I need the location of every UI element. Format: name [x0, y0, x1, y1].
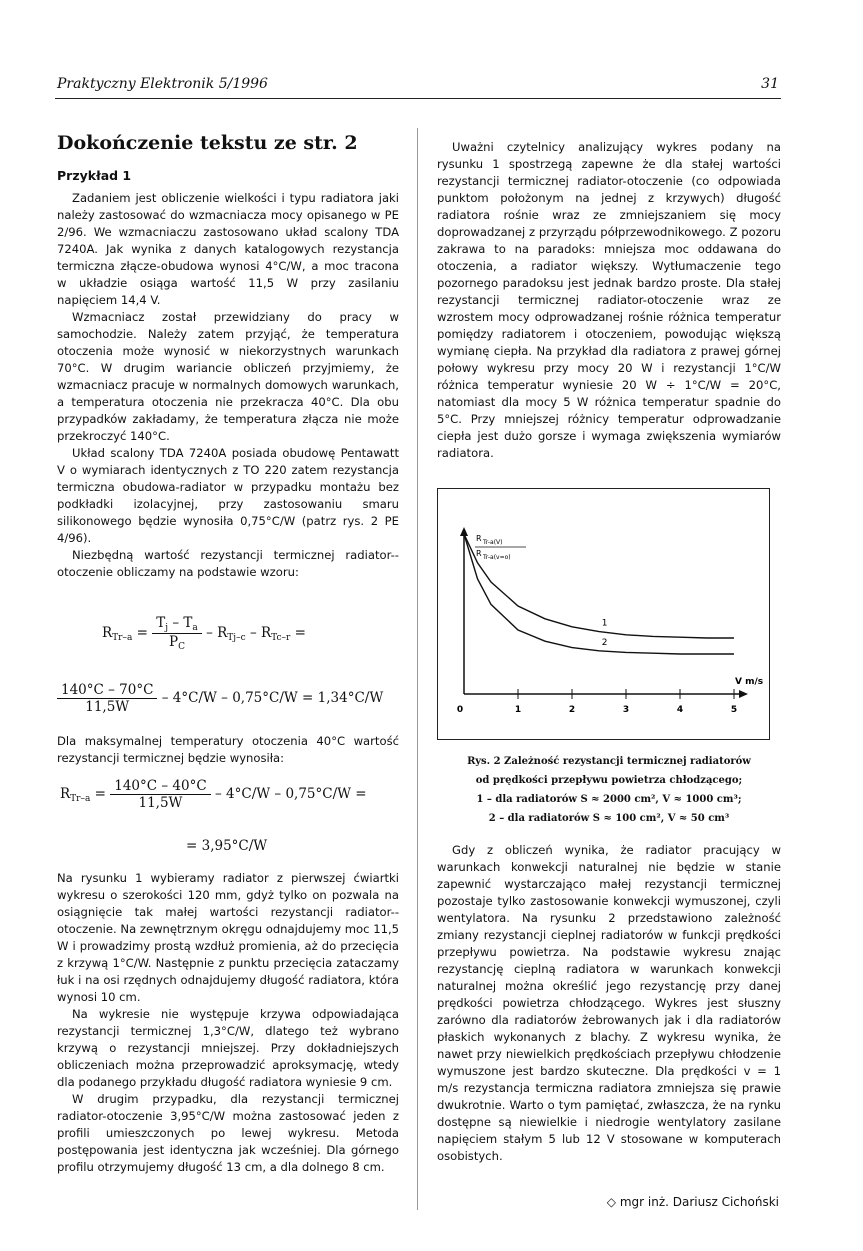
denominator: 11,5W	[85, 699, 130, 715]
eq-symbol: =	[294, 625, 306, 641]
running-header-title: Praktyczny Elektronik 5/1996	[57, 76, 268, 92]
equation-3	[60, 778, 367, 811]
fraction	[152, 615, 202, 652]
eq-subscript: Tc–r	[271, 633, 291, 643]
chart	[438, 489, 769, 739]
y-axis-label-numerator: R	[476, 534, 482, 543]
eq-subscript: Tr–a	[70, 794, 91, 804]
x-tick-label: 2	[568, 705, 576, 715]
series-label-2: 2	[601, 637, 608, 648]
left-column-mid	[57, 733, 399, 767]
eq-symbol: – R	[206, 625, 228, 641]
left-column-bottom	[57, 870, 399, 1176]
denominator: 11,5W	[138, 795, 183, 811]
paragraph: Układ scalony TDA 7240A posiada obudowę Pentawatt V o wymiarach identycznych z TO 220 zatem rezystancja termiczna obudowa-radiator w przypadku montażu bez podkładki izolacyjnej, przy zastosowaniu smaru silikonowego będzie wynosiła 0,75°C/W (patrz rys. 2 PE 4/96).	[57, 446, 399, 545]
caption-line: 1 – dla radiatorów S ≈ 2000 cm², V ≈ 1000 cm³;	[476, 794, 742, 805]
eq-rest: – 4°C/W – 0,75°C/W = 1,34°C/W	[161, 690, 384, 706]
y-axis-label-denominator: R	[476, 549, 482, 558]
figure-frame	[437, 488, 770, 740]
eq-subscript: a	[192, 623, 198, 633]
eq-symbol: R	[102, 625, 113, 641]
fraction	[110, 778, 210, 811]
equation-2	[57, 682, 383, 715]
equation-1: $R_{Tr-a}$ = $\frac{T_j - T_a}{P_C}$ – $R_{Tj-c} - R_{Tc-r}$ =	[102, 615, 306, 652]
fraction	[57, 682, 157, 715]
x-tick-label: 1	[514, 705, 522, 715]
y-axis-label-denominator-sub: Tr-a(v=o)	[483, 554, 511, 561]
paragraph: Zadaniem jest obliczenie wielkości i typu radiatora jaki należy zastosować do wzmacniacza mocy opisanego w PE 2/96. We wzmacniaczu zastosowano układ scalony TDA 7240A. Jak wynika z danych katalogowych rezystancja termiczna złącze-obudowa wynosi 4°C/W, a moc tracona w układzie osiąga wartość 11,5 W przy zasilaniu napięciem 14,4 V.	[57, 191, 399, 307]
eq-symbol: R	[60, 786, 71, 802]
eq-symbol: P	[169, 634, 179, 650]
author-signature: ◇ mgr inż. Dariusz Cichoński	[606, 1195, 779, 1209]
paragraph: W drugim przypadku, dla rezystancji termicznej radiator-otoczenie 3,95°C/W można zastosować jeden z profili umieszczonych po lewej wykresu. Metoda postępowania jest identyczna jak wcześniej. Dla górnego profilu otrzymujemy długość 13 cm, a dla dolnego 8 cm.	[57, 1092, 399, 1174]
figure-caption	[437, 752, 781, 828]
eq-symbol: – R	[249, 625, 272, 641]
numerator: 140°C – 40°C	[110, 778, 210, 795]
eq-symbol: T	[156, 615, 166, 631]
paragraph: Niezbędną wartość rezystancji termicznej radiator--otoczenie obliczamy na podstawie wzoru:	[57, 548, 399, 579]
paragraph: Na wykresie nie występuje krzywa odpowiadająca rezystancji termicznej 1,3°C/W, dlatego też wybrano krzywą o rezystancji mniejszej. Przy dokładniejszych obliczeniach można przeprowadzić aproksymację, wtedy dla podanego przykładu długość radiatora wyniesie 9 cm.	[57, 1007, 399, 1089]
article-title: Dokończenie tekstu ze str. 2	[57, 132, 358, 154]
x-axis-arrow	[739, 690, 748, 698]
paragraph: Uważni czytelnicy analizujący wykres podany na rysunku 1 spostrzegą zapewne że dla stałej wartości rezystancji termicznej radiator-otoczenie (co odpowiada punktom położonym na jednej z krzywych) długość radiatora rośnie wraz ze zmniejszaniem się mocy doprowadzanej z przyrządu półprzewodnikowego. Z pozoru zakrawa to na paradoks: mniejsza moc oddawana do otoczenia, a radiator większy. Wytłumaczenie tego pozornego paradoksu jest jednak bardzo proste. Dla stałej rezystancji termicznej radiator-otoczenie wraz ze wzrostem mocy odprowadzanej rośnie różnica temperatur pomiędzy radiatorem i otoczeniem, powodując większą wymianę ciepła. Na przykład dla radiatora z prawej górnej połowy wykresu przy mocy 20 W i rezystancji 1°C/W różnica temperatur wyniesie 20 W ÷ 1°C/W = 20°C, natomiast dla mocy 5 W różnica temperatur spadnie do 5°C. Przy mniejszej różnicy temperatur odprowadzanie ciepła jest dużo gorsze i wymaga zwiększenia wymiarów radiatora.	[437, 140, 781, 460]
right-column-top	[437, 139, 781, 462]
example-heading: Przykład 1	[57, 168, 132, 183]
caption-line: 2 – dla radiatorów S ≈ 100 cm², V ≈ 50 cm³	[488, 813, 730, 824]
x-axis-label: V m/s	[735, 677, 764, 687]
eq-subscript: Tj–c	[227, 633, 246, 643]
paragraph: Gdy z obliczeń wynika, że radiator pracujący w warunkach konwekcji naturalnej nie będzie w stanie zapewnić wystarczająco małej rezystancji termicznej pozostaje tylko zastosowanie konwekcji wymuszonej, czyli wentylatora. Na rysunku 2 przedstawiono zależność zmiany rezystancji cieplnej radiatorów w funkcji prędkości przepływu powietrza. Na podstawie wykresu znając rezystancję cieplną radiatora w warunkach konwekcji naturalnej można określić jego rezystancję przy danej prędkości powietrza chłodzącego. Wykres jest słuszny zarówno dla radiatorów żebrowanych jak i dla radiatorów płaskich wykonanych z blachy. Z wykresu wynika, że nawet przy niewielkich prędkościach przepływu chłodzenie wymuszone jest bardzo skuteczne. Dla prędkości v = 1 m/s rezystancja termiczna radiatora zmniejsza się prawie dwukrotnie. Warto o tym pamiętać, zwłaszcza, że na rynku dostępne są niewielkie i niedrogie wentylatory zasilane napięciem stałym 5 lub 12 V stosowane w komputerach osobistych.	[437, 843, 781, 1163]
paragraph: Wzmacniacz został przewidziany do pracy w samochodzie. Należy zatem przyjąć, że temperatura otoczenia może wynosić w niekorzystnych warunkach 70°C. W drugim wariancie obliczeń przyjmiemy, że wzmacniacz pracuje w normalnych domowych warunkach, a temperatura otoczenia nie przekracza 40°C. Dla obu przypadków zakładamy, że temperatura złącza nie może przekroczyć 140°C.	[57, 310, 399, 443]
x-tick-label: 5	[730, 705, 738, 715]
x-tick-label: 0	[456, 705, 464, 715]
eq-symbol: =	[90, 786, 106, 802]
caption-line: Rys. 2 Zależność rezystancji termicznej radiatorów	[467, 756, 751, 767]
x-tick-label: 4	[676, 705, 684, 715]
header-rule	[55, 98, 781, 99]
left-column-top	[57, 190, 399, 581]
series-label-1: 1	[601, 618, 608, 629]
numerator: 140°C – 70°C	[57, 682, 157, 699]
equation-4: = 3,95°C/W	[186, 838, 268, 854]
series-line-1	[464, 534, 734, 638]
eq-subscript: Tr–a	[112, 633, 133, 643]
caption-line: od prędkości przepływu powietrza chłodzącego;	[475, 775, 743, 786]
eq-symbol: – T	[168, 615, 193, 631]
column-divider	[417, 128, 418, 1210]
eq-rest: – 4°C/W – 0,75°C/W =	[214, 786, 367, 802]
x-tick-label: 3	[622, 705, 630, 715]
eq-subscript: C	[178, 642, 185, 652]
eq-subscript: j	[165, 623, 169, 633]
paragraph: Dla maksymalnej temperatury otoczenia 40°C wartość rezystancji termicznej będzie wynosiła:	[57, 734, 399, 765]
page-number: 31	[761, 76, 779, 92]
right-column-bottom	[437, 842, 781, 1165]
paragraph: Na rysunku 1 wybieramy radiator z pierwszej ćwiartki wykresu o szerokości 120 mm, gdyż tylko on pozwala na osiągnięcie tak małej wartości rezystancji radiator--otoczenie. Na zewnętrznym okręgu odnajdujemy moc 11,5 W i prowadzimy prostą wzdłuż promienia, aż do przecięcia z krzywą 1°C/W. Następnie z punktu przecięcia zataczamy łuk i na osi rzędnych odnajdujemy długość radiatora, która wynosi 10 cm.	[57, 871, 400, 1004]
y-axis-label-numerator-sub: Tr-a(V)	[483, 539, 503, 546]
